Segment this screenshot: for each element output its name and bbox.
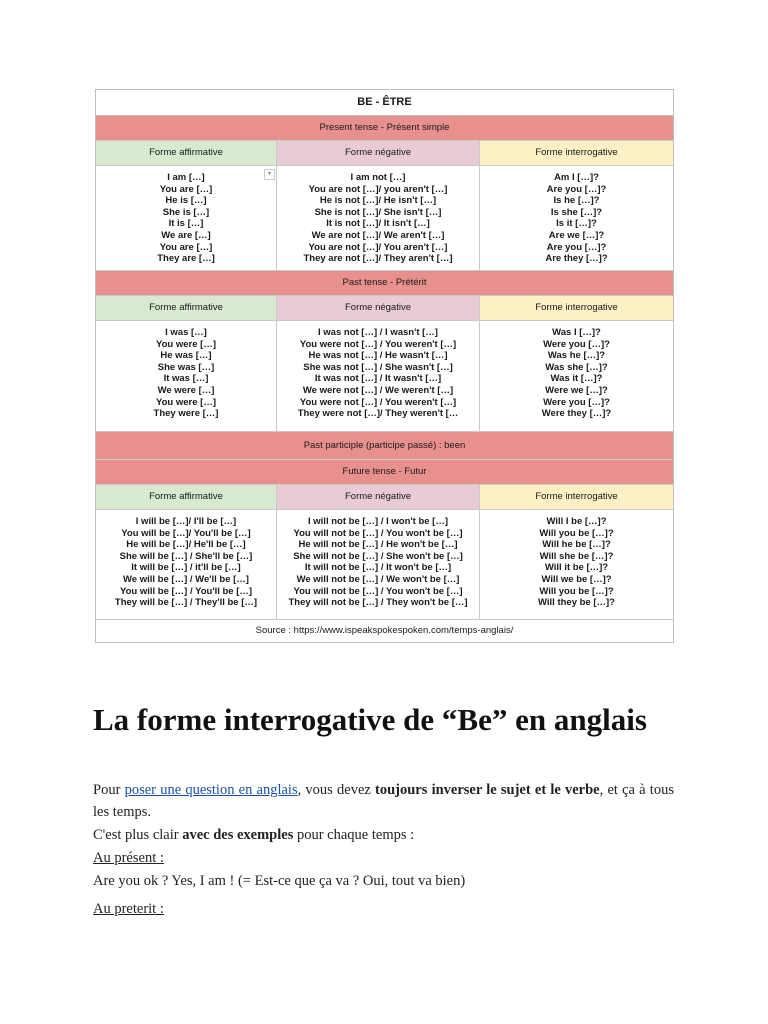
table-line: It is not […]/ It isn't […] <box>326 218 430 230</box>
table-line: I am not […] <box>350 172 406 183</box>
present-column-headers <box>96 141 673 166</box>
table-line: Were you […]? <box>543 396 610 408</box>
table-line: Is he […]? <box>553 195 600 207</box>
past-participle-header: Past participle (participe passé) : been <box>96 432 673 460</box>
future-tense-header: Future tense - Futur <box>96 460 673 485</box>
table-line: We will not be […] / We won't be […] <box>296 573 460 585</box>
table-line: Are we […]? <box>548 229 605 241</box>
table-title: BE - ÊTRE <box>96 90 673 116</box>
table-line: Is she […]? <box>550 206 603 218</box>
intro-text: Pour <box>93 782 125 798</box>
table-line: Will I be […]? <box>546 516 607 527</box>
table-line: You were […] <box>156 338 216 350</box>
table-line: I will be […]/ I'll be […] <box>135 516 237 527</box>
table-line: Will we be […]? <box>541 573 612 585</box>
examples-text: C'est plus clair <box>93 827 183 843</box>
table-line: Were they […]? <box>541 408 612 420</box>
table-line: They will be […] / They'll be […] <box>114 597 258 609</box>
future-negative-cell <box>277 510 480 619</box>
table-line: They were not […]/ They weren't [… <box>297 408 459 420</box>
examples-bold: avec des exemples <box>182 827 294 843</box>
table-line: Was he […]? <box>547 350 606 362</box>
table-line: He was not […] / He wasn't […] <box>308 350 448 362</box>
table-line: You were […] <box>156 396 216 408</box>
table-line: Are they […]? <box>545 253 608 265</box>
table-line: They are not […]/ They aren't […] <box>303 253 453 265</box>
table-line: You are […] <box>159 241 213 253</box>
past-affirmative-cell <box>96 321 277 431</box>
table-line: We are […] <box>161 229 211 241</box>
table-line: You will be […]/ You'll be […] <box>121 527 251 539</box>
preterit-label: Au preterit : <box>93 901 164 917</box>
intro-text: , vous devez <box>297 782 376 798</box>
table-line: You will not be […] / You won't be […] <box>293 585 463 597</box>
table-line: You will not be […] / You won't be […] <box>293 527 463 539</box>
article-heading: La forme interrogative de “Be” en anglais <box>93 702 647 737</box>
table-line: You are not […]/ You aren't […] <box>308 241 448 253</box>
table-line: She will not be […] / She won't be […] <box>293 550 463 562</box>
intro-paragraph <box>93 779 674 823</box>
table-line: They were […] <box>153 408 219 420</box>
present-negative-cell <box>277 166 480 270</box>
table-line: They will not be […] / They won't be […] <box>288 597 468 609</box>
col-header-negative: Forme négative <box>277 296 480 320</box>
past-column-headers <box>96 296 673 321</box>
table-line: Will you be […]? <box>539 585 614 597</box>
table-line: She will be […] / She'll be […] <box>119 550 253 562</box>
table-line: Am I […]? <box>554 172 599 183</box>
present-label: Au présent : <box>93 850 164 866</box>
future-affirmative-cell <box>96 510 277 619</box>
table-line: He will not be […] / He won't be […] <box>298 539 458 551</box>
table-line: We were […] <box>157 384 215 396</box>
dropdown-arrow-icon: ▾ <box>264 169 275 180</box>
past-interrogative-cell <box>480 321 673 431</box>
table-line: She was […] <box>157 361 215 373</box>
table-line: We were not […] / We weren't […] <box>302 384 454 396</box>
col-header-interrogative: Forme interrogative <box>480 485 673 509</box>
conjugation-table <box>95 89 674 643</box>
table-line: Will she be […]? <box>539 550 614 562</box>
table-line: I am […] <box>167 172 205 183</box>
table-line: Are you […]? <box>546 241 607 253</box>
present-interrogative-cell <box>480 166 673 270</box>
past-negative-cell <box>277 321 480 431</box>
col-header-negative: Forme négative <box>277 485 480 509</box>
col-header-affirmative: Forme affirmative <box>96 296 277 320</box>
col-header-negative: Forme négative <box>277 141 480 165</box>
table-line: Will you be […]? <box>539 527 614 539</box>
table-line: Were we […]? <box>545 384 608 396</box>
present-example: Are you ok ? Yes, I am ! (= Est-ce que ça va ? Oui, tout va bien) <box>93 873 466 889</box>
table-line: It is […] <box>168 218 204 230</box>
table-line: He is not […]/ He isn't […] <box>319 195 437 207</box>
table-line: Will he be […]? <box>542 539 611 551</box>
table-line: She is […] <box>162 206 210 218</box>
table-line: You are […] <box>159 183 213 195</box>
present-tense-header: Present tense - Présent simple <box>96 116 673 141</box>
present-body <box>96 166 673 271</box>
table-line: We will be […] / We'll be […] <box>123 573 249 585</box>
table-line: It will not be […] / It won't be […] <box>304 562 452 574</box>
table-line: You were not […] / You weren't […] <box>299 396 457 408</box>
col-header-interrogative: Forme interrogative <box>480 296 673 320</box>
future-interrogative-cell <box>480 510 673 619</box>
col-header-interrogative: Forme interrogative <box>480 141 673 165</box>
table-line: Was she […]? <box>545 361 608 373</box>
table-line: He will be […]/ He'll be […] <box>126 539 246 551</box>
table-line: It will be […] / it'll be […] <box>131 562 241 574</box>
future-column-headers <box>96 485 673 510</box>
table-line: Were you […]? <box>543 338 610 350</box>
table-line: It was […] <box>163 373 209 385</box>
intro-bold: toujours inverser le sujet et le verbe <box>375 782 600 798</box>
question-link[interactable]: poser une question en anglais <box>124 782 298 798</box>
table-line: They are […] <box>157 253 215 265</box>
table-line: Was it […]? <box>550 373 603 385</box>
table-line: I was […] <box>165 327 207 338</box>
table-line: Will they be […]? <box>538 597 615 609</box>
table-line: Was I […]? <box>552 327 601 338</box>
past-body <box>96 321 673 432</box>
intro-text: , et ça à tous les temps. <box>93 782 674 820</box>
table-line: You were not […] / You weren't […] <box>299 338 457 350</box>
table-line: She is not […]/ She isn't […] <box>314 206 442 218</box>
col-header-affirmative: Forme affirmative <box>96 141 277 165</box>
table-line: You are not […]/ you aren't […] <box>308 183 448 195</box>
examples-text: pour chaque temps : <box>293 827 415 843</box>
table-line: He was […] <box>160 350 212 362</box>
table-line: Is it […]? <box>556 218 597 230</box>
past-tense-header: Past tense - Prétérit <box>96 271 673 296</box>
table-line: He is […] <box>165 195 207 207</box>
table-source: Source : https://www.ispeakspokespoken.com/temps-anglais/ <box>255 625 514 636</box>
present-affirmative-cell <box>96 166 277 270</box>
table-line: I was not […] / I wasn't […] <box>318 327 438 338</box>
col-header-affirmative: Forme affirmative <box>96 485 277 509</box>
table-line: Are you […]? <box>546 183 607 195</box>
table-line: We are not […]/ We aren't […] <box>311 229 445 241</box>
table-line: You will be […] / You'll be […] <box>119 585 253 597</box>
table-line: I will not be […] / I won't be […] <box>308 516 448 527</box>
future-body <box>96 510 673 620</box>
table-line: She was not […] / She wasn't […] <box>303 361 453 373</box>
examples-paragraph <box>93 824 674 846</box>
table-line: Will it be […]? <box>544 562 609 574</box>
table-line: It was not […] / It wasn't […] <box>314 373 442 385</box>
